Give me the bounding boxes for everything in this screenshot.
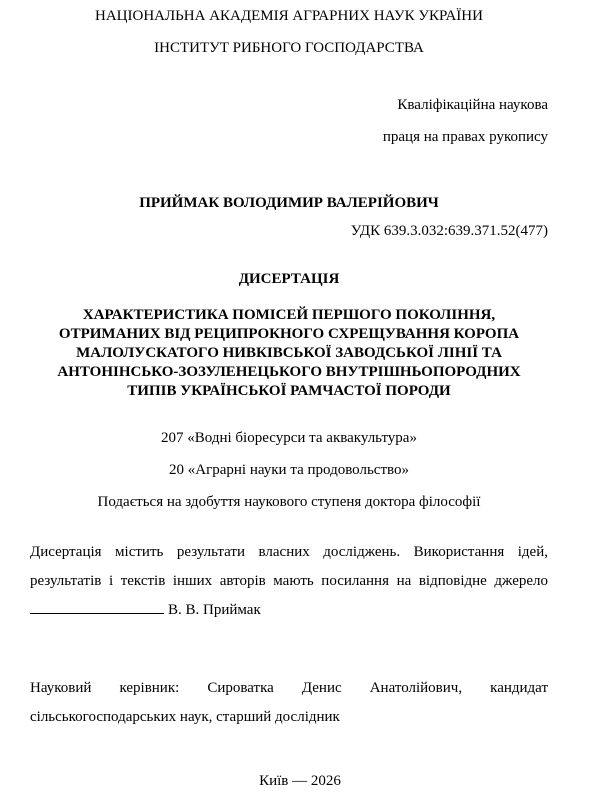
originality-statement: [30, 541, 548, 621]
statement-line-1: Дисертація містить результати власних досліджень. Використання ідей,: [30, 544, 548, 560]
specialty: 207 «Водні біоресурси та аквакультура»: [161, 430, 417, 446]
status-line-1: Кваліфікаційна наукова: [397, 97, 548, 113]
signature-name: В. В. Приймак: [168, 602, 261, 618]
title-line: ХАРАКТЕРИСТИКА ПОМІСЕЙ ПЕРШОГО ПОКОЛІННЯ,: [82, 307, 496, 323]
title-line: АНТОНІНСЬКО-ЗОЗУЛЕНЕЦЬКОГО ВНУТРІШНЬОПОРОДНИХ: [57, 364, 521, 380]
signature-row: [30, 599, 548, 621]
header: [30, 0, 548, 58]
statement-line-2: результатів і текстів інших авторів мають посилання на відповідне джерело: [30, 573, 548, 589]
title-line: ОТРИМАНИХ ВІД РЕЦИПРОКНОГО СХРЕЩУВАННЯ КОРОПА: [58, 326, 520, 342]
academy-name: НАЦІОНАЛЬНА АКАДЕМІЯ АГРАРНИХ НАУК УКРАЇНИ: [95, 8, 483, 24]
degree-statement: Подається на здобуття наукового ступеня доктора філософії: [97, 494, 481, 510]
supervisor-line-2: сільськогосподарських наук, старший дослідник: [30, 709, 340, 725]
field-of-knowledge: 20 «Аграрні науки та продовольство»: [169, 462, 409, 478]
city-year: Київ — 2026: [259, 773, 341, 789]
status-line-2: праця на правах рукопису: [382, 129, 548, 145]
title-line: МАЛОЛУСКАТОГО НИВКІВСЬКОЇ ЗАВОДСЬКОЇ ЛІНІЇ ТА: [76, 345, 502, 361]
signature-line: [30, 600, 164, 614]
author-name: ПРИЙМАК ВОЛОДИМИР ВАЛЕРІЙОВИЧ: [139, 195, 439, 211]
dissertation-title: [30, 306, 548, 401]
document-type: ДИСЕРТАЦІЯ: [238, 271, 340, 287]
specialty-info: [30, 429, 548, 511]
manuscript-status: [30, 96, 548, 146]
supervisor-info: [30, 677, 548, 728]
udk-code: УДК 639.3.032:639.371.52(477): [350, 223, 548, 239]
supervisor-line-1: Науковий керівник: Сироватка Денис Анатолійович, кандидат: [30, 680, 548, 696]
institute-name: ІНСТИТУТ РИБНОГО ГОСПОДАРСТВА: [154, 40, 424, 56]
title-line: ТИПІВ УКРАЇНСЬКОЇ РАМЧАСТОЇ ПОРОДИ: [127, 383, 451, 399]
